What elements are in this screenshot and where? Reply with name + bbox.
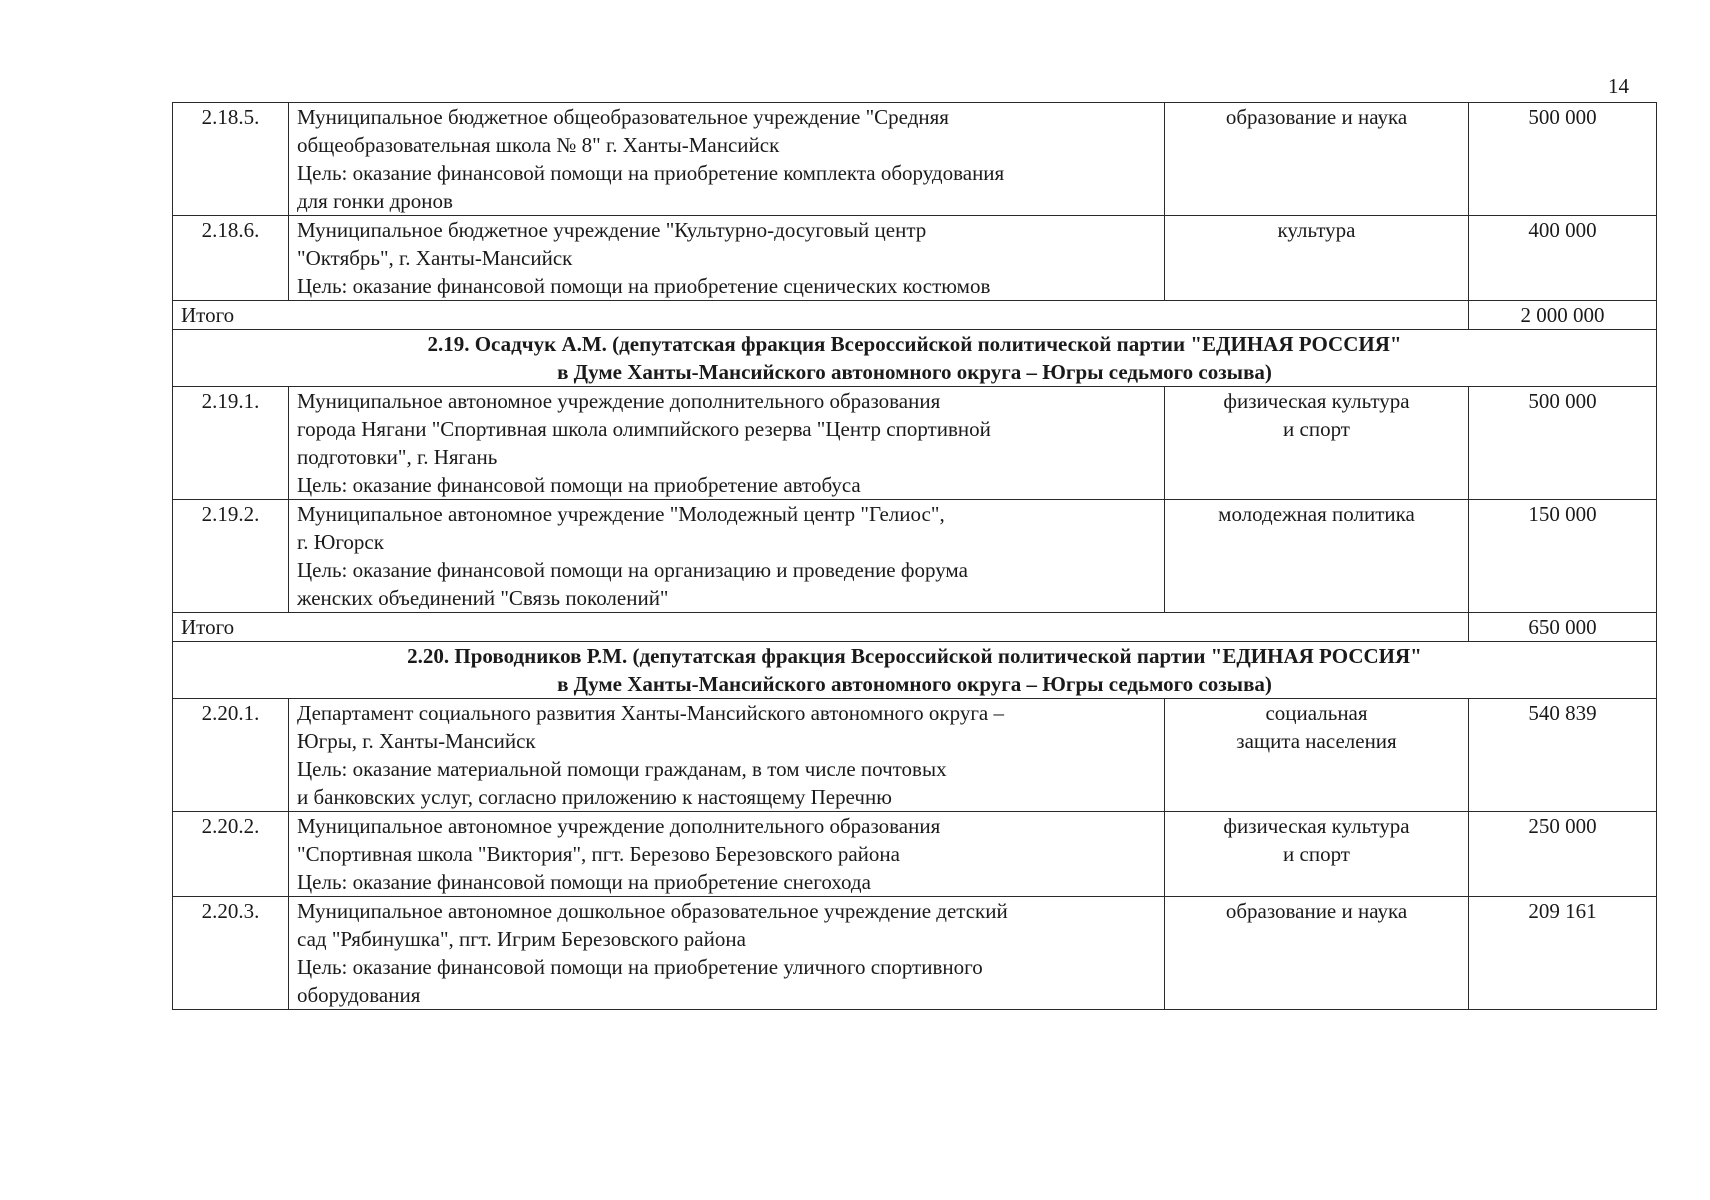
item-amount: 209 161 xyxy=(1469,897,1657,1010)
description-line: города Нягани "Спортивная школа олимпийского резерва "Центр спортивной xyxy=(297,417,991,441)
item-area xyxy=(1165,103,1469,216)
section-heading-line: в Думе Ханты-Мансийского автономного округа – Югры седьмого созыва) xyxy=(557,672,1272,696)
item-amount: 540 839 xyxy=(1469,699,1657,812)
description-line: сад "Рябинушка", пгт. Игрим Березовского района xyxy=(297,927,746,951)
description-line: Муниципальное автономное учреждение "Молодежный центр "Гелиос", xyxy=(297,502,945,526)
description-line: Муниципальное бюджетное учреждение "Культурно-досуговый центр xyxy=(297,218,927,242)
table-row xyxy=(173,812,1657,897)
description-line: "Спортивная школа "Виктория", пгт. Березово Березовского района xyxy=(297,842,900,866)
allocation-table xyxy=(172,102,1657,1010)
item-area xyxy=(1165,216,1469,301)
description-line: г. Югорск xyxy=(297,530,384,554)
item-description xyxy=(289,699,1165,812)
total-label: Итого xyxy=(173,613,1469,642)
item-number: 2.20.2. xyxy=(173,812,289,897)
item-area xyxy=(1165,699,1469,812)
item-area xyxy=(1165,387,1469,500)
section-heading xyxy=(173,642,1657,699)
item-area xyxy=(1165,500,1469,613)
description-line: для гонки дронов xyxy=(297,189,453,213)
section-heading-line: в Думе Ханты-Мансийского автономного округа – Югры седьмого созыва) xyxy=(557,360,1272,384)
item-amount: 400 000 xyxy=(1469,216,1657,301)
table-row xyxy=(173,699,1657,812)
section-heading-line: 2.20. Проводников Р.М. (депутатская фракция Всероссийской политической партии "ЕДИНАЯ РОССИЯ" xyxy=(407,644,1422,668)
area-line: защита населения xyxy=(1236,729,1397,753)
table-row xyxy=(173,387,1657,500)
item-description xyxy=(289,897,1165,1010)
item-description xyxy=(289,103,1165,216)
item-number: 2.20.1. xyxy=(173,699,289,812)
item-amount: 500 000 xyxy=(1469,387,1657,500)
table-row xyxy=(173,103,1657,216)
item-description xyxy=(289,387,1165,500)
area-line: физическая культура xyxy=(1223,814,1410,838)
description-line: подготовки", г. Нягань xyxy=(297,445,498,469)
area-line: образование и наука xyxy=(1225,899,1408,923)
table-row xyxy=(173,500,1657,613)
item-amount: 150 000 xyxy=(1469,500,1657,613)
description-line: Муниципальное автономное учреждение дополнительного образования xyxy=(297,814,941,838)
description-line: Цель: оказание финансовой помощи на организацию и проведение форума xyxy=(297,558,968,582)
description-line: Муниципальное бюджетное общеобразовательное учреждение "Средняя xyxy=(297,105,949,129)
item-description xyxy=(289,216,1165,301)
table-row xyxy=(173,216,1657,301)
description-line: Цель: оказание финансовой помощи на приобретение уличного спортивного xyxy=(297,955,983,979)
page-number: 14 xyxy=(1608,74,1629,98)
description-line: Цель: оказание финансовой помощи на приобретение снегохода xyxy=(297,870,871,894)
section-heading-line: 2.19. Осадчук А.М. (депутатская фракция Всероссийской политической партии "ЕДИНАЯ РОССИЯ" xyxy=(427,332,1402,356)
item-description xyxy=(289,812,1165,897)
total-amount: 650 000 xyxy=(1469,613,1657,642)
total-label: Итого xyxy=(173,301,1469,330)
description-line: Цель: оказание финансовой помощи на приобретение комплекта оборудования xyxy=(297,161,1005,185)
area-line: молодежная политика xyxy=(1218,502,1415,526)
description-line: и банковских услуг, согласно приложению к настоящему Перечню xyxy=(297,785,892,809)
item-area xyxy=(1165,897,1469,1010)
description-line: "Октябрь", г. Ханты-Мансийск xyxy=(297,246,573,270)
item-description xyxy=(289,500,1165,613)
item-amount: 250 000 xyxy=(1469,812,1657,897)
item-amount: 500 000 xyxy=(1469,103,1657,216)
description-line: Муниципальное автономное дошкольное образовательное учреждение детский xyxy=(297,899,1008,923)
section-header-row xyxy=(173,330,1657,387)
area-line: социальная xyxy=(1265,701,1368,725)
description-line: Югры, г. Ханты-Мансийск xyxy=(297,729,536,753)
description-line: оборудования xyxy=(297,983,421,1007)
area-line: и спорт xyxy=(1283,842,1350,866)
item-number: 2.19.2. xyxy=(173,500,289,613)
description-line: женских объединений "Связь поколений" xyxy=(297,586,669,610)
description-line: Цель: оказание финансовой помощи на приобретение сценических костюмов xyxy=(297,274,991,298)
item-number: 2.18.6. xyxy=(173,216,289,301)
section-header-row xyxy=(173,642,1657,699)
item-number: 2.18.5. xyxy=(173,103,289,216)
description-line: Цель: оказание материальной помощи гражданам, в том числе почтовых xyxy=(297,757,947,781)
total-row xyxy=(173,613,1657,642)
area-line: культура xyxy=(1277,218,1356,242)
table-row xyxy=(173,897,1657,1010)
section-heading xyxy=(173,330,1657,387)
item-number: 2.20.3. xyxy=(173,897,289,1010)
description-line: Департамент социального развития Ханты-Мансийского автономного округа – xyxy=(297,701,1005,725)
table-body xyxy=(173,103,1657,1010)
total-row xyxy=(173,301,1657,330)
area-line: физическая культура xyxy=(1223,389,1410,413)
total-amount: 2 000 000 xyxy=(1469,301,1657,330)
area-line: образование и наука xyxy=(1225,105,1408,129)
area-line: и спорт xyxy=(1283,417,1350,441)
item-area xyxy=(1165,812,1469,897)
description-line: Муниципальное автономное учреждение дополнительного образования xyxy=(297,389,941,413)
item-number: 2.19.1. xyxy=(173,387,289,500)
description-line: Цель: оказание финансовой помощи на приобретение автобуса xyxy=(297,473,861,497)
description-line: общеобразовательная школа № 8" г. Ханты-Мансийск xyxy=(297,133,780,157)
